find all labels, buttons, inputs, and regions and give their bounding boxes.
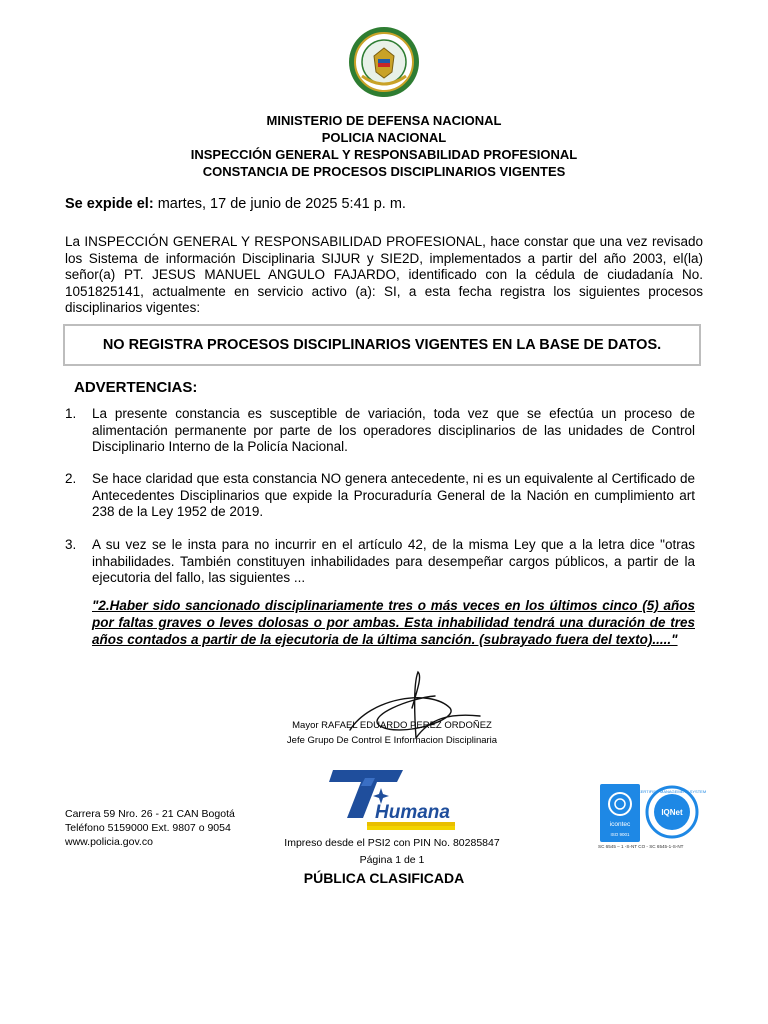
icontec-label: icontec xyxy=(609,821,631,828)
warning-number: 2. xyxy=(65,471,77,486)
humana-logo xyxy=(325,768,460,836)
warning-number: 3. xyxy=(65,537,77,552)
iqnet-label: IQNet xyxy=(661,808,683,817)
legal-quote: "2.Haber sido sancionado disciplinariamente tres o más veces en los últimos cinco (5) años por faltas graves o leves dolosas o por ambas. Esta inhabilidad tendrá una duración de tres años contados a partir de la ejecutoria de la última sanción. (subrayado fuera del texto)....." xyxy=(92,598,695,647)
cert-codes: SC 6545 – 1 -S-NT CO - SC 6545-1-S-NT xyxy=(598,844,684,849)
footer-website: www.policia.gov.co xyxy=(65,836,153,848)
icontec-cert-icon xyxy=(600,784,640,846)
classification-label: PÚBLICA CLASIFICADA xyxy=(303,870,465,886)
result-text: NO REGISTRA PROCESOS DISCIPLINARIOS VIGENTES EN LA BASE DE DATOS. xyxy=(102,337,662,353)
warning-item-text: A su vez se le insta para no incurrir en el artículo 42, de la misma Ley que a la letra dice "otras inhabilidades. También constituyen inhabilidades para desempeñar cargos públicos, a partir de la ejecutoria del fallo, las siguientes ... xyxy=(92,537,695,585)
header-inspection: INSPECCIÓN GENERAL Y RESPONSABILIDAD PROFESIONAL xyxy=(190,147,578,162)
page-number: Página 1 de 1 xyxy=(359,854,425,866)
header-ministry: MINISTERIO DE DEFENSA NACIONAL xyxy=(266,113,502,128)
warning-number: 1. xyxy=(65,406,77,421)
issued-value: martes, 17 de junio de 2025 5:41 p. m. xyxy=(157,196,406,212)
issued-label: Se expide el: xyxy=(65,196,154,212)
signer-name: Mayor RAFAEL EDUARDO PEREZ ORDOÑEZ xyxy=(292,720,492,731)
iqnet-ring-text: CERTIFIED MANAGEMENT SYSTEM xyxy=(637,789,707,794)
police-emblem xyxy=(348,26,420,98)
warnings-title: ADVERTENCIAS: xyxy=(74,379,198,396)
result-box xyxy=(63,324,701,366)
icontec-iso: ISO 9001 xyxy=(610,832,630,837)
intro-paragraph: La INSPECCIÓN GENERAL Y RESPONSABILIDAD PROFESIONAL, hace constar que una vez revisado los Sistema de información Disciplinaria SIJUR y SIE2D, implementados a partir del año 2003, el(la) señor(a) PT. JESUS MANUEL ANGULO FAJARDO, identificado con la cédula de ciudadanía No. 1051825141, actualmente en servicio activo (a): SI, a esta fecha registra los siguientes procesos disciplinarios vigentes: xyxy=(65,234,703,315)
humana-logo-text: Humana xyxy=(375,802,450,823)
warning-item-text: La presente constancia es susceptible de variación, toda vez que se efectúa un proceso de alimentación permanente por parte de los operadores disciplinarios de las unidades de Control Disciplinario Interno de la Policía Nacional. xyxy=(92,406,695,454)
iqnet-cert-icon xyxy=(637,784,707,844)
issued-date-line xyxy=(65,196,406,212)
header-police: POLICIA NACIONAL xyxy=(321,130,447,145)
warning-item-text: Se hace claridad que esta constancia NO genera antecedente, ni es un equivalente al Certificado de Antecedentes Disciplinarios que expide la Procuraduría General de la Nación en cumplimiento art 238 de la Ley 1952 de 2019. xyxy=(92,471,695,519)
footer-phone: Teléfono 5159000 Ext. 9807 o 9054 xyxy=(65,822,231,834)
printed-pin: Impreso desde el PSI2 con PIN No. 80285847 xyxy=(284,837,500,849)
footer-address: Carrera 59 Nro. 26 - 21 CAN Bogotá xyxy=(65,808,235,820)
header-document-title: CONSTANCIA DE PROCESOS DISCIPLINARIOS VIGENTES xyxy=(202,164,566,179)
signer-role: Jefe Grupo De Control E Informacion Disciplinaria xyxy=(286,735,498,746)
